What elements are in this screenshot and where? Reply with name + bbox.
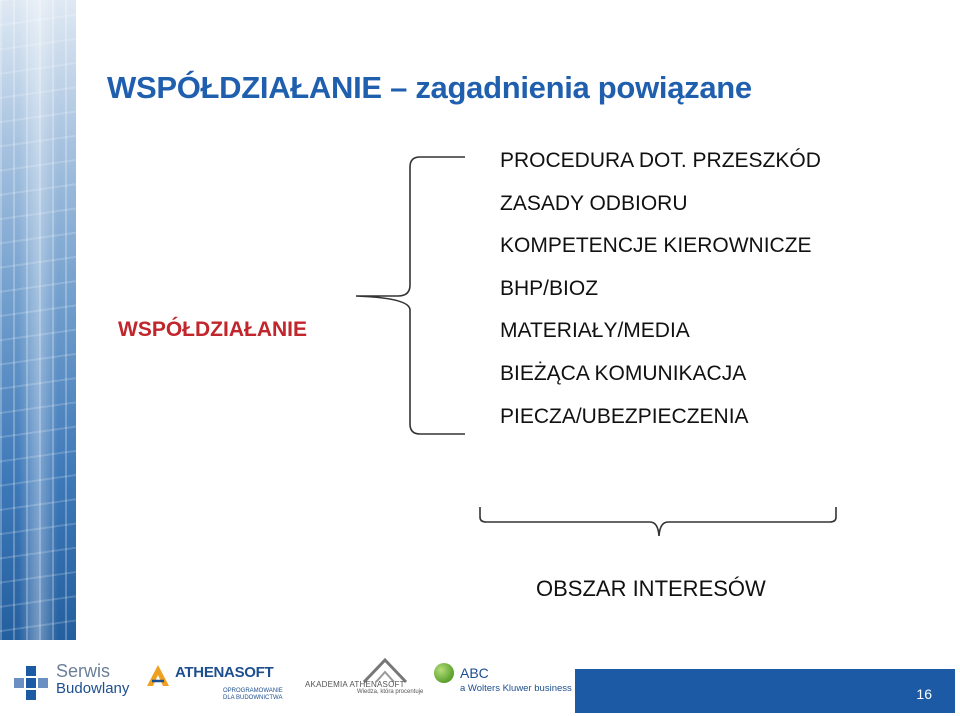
logo-text: ATHENASOFT [175,664,274,681]
logo-subtext-line: OPROGRAMOWANIE [223,688,283,694]
logo-subtext [223,688,283,702]
logo-subtext: a Wolters Kluwer business [460,683,572,694]
topic-item: ZASADY ODBIORU [500,191,688,215]
topic-item: BIEŻĄCA KOMUNIKACJA [500,361,747,385]
slide-title: WSPÓŁDZIAŁANIE – zagadnienia powiązane [107,70,752,105]
cooperation-label: WSPÓŁDZIAŁANIE [118,318,307,341]
bottom-curly-brace [480,507,836,536]
interest-area-label: OBSZAR INTERESÓW [536,576,766,601]
topic-item: MATERIAŁY/MEDIA [500,319,690,343]
abc-globe-icon [434,663,454,683]
left-curly-brace [356,157,465,434]
logo-text: Serwis [56,661,111,681]
logo-text: AKADEMIA ATHENASOFT [305,680,405,689]
logo-text: Budowlany [56,680,130,697]
page-number: 16 [916,686,932,702]
topic-item: PIECZA/UBEZPIECZENIA [500,404,749,428]
serwis-cross-icon [14,666,48,700]
footer-bar [575,669,955,713]
topic-item: BHP/BIOZ [500,276,599,300]
topic-item: KOMPETENCJE KIEROWNICZE [500,234,812,258]
logo-subtext: Wiedza, która procentuje [357,689,424,695]
logo-text: ABC [460,665,489,681]
logo-subtext-line: DLA BUDOWNICTWA [223,695,283,701]
athenasoft-a-icon [145,662,171,688]
topic-item: PROCEDURA DOT. PRZESZKÓD [500,149,821,172]
topics-list [500,146,821,444]
